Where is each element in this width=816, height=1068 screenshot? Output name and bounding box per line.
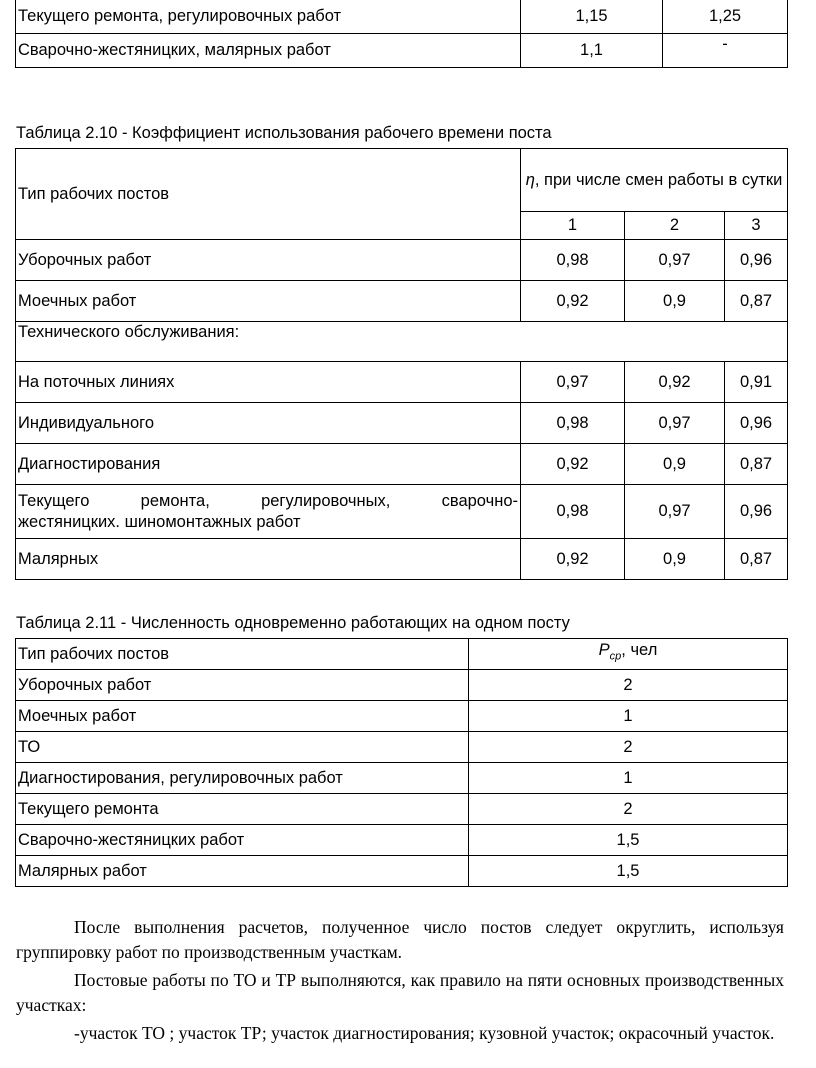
row-name: Уборочных работ (16, 240, 521, 281)
table-2-10-caption: Таблица 2.10 - Коэффициент использования рабочего времени поста (16, 124, 552, 142)
row-name: Сварочно-жестяницких работ (16, 825, 469, 856)
table-header-row (16, 639, 788, 670)
row-value: 0,96 (725, 240, 788, 281)
row-value: 0,91 (725, 362, 788, 403)
eta-header (521, 149, 788, 212)
row-value: 0,97 (521, 362, 625, 403)
row-name: Текущего ремонта, регулировочных работ (16, 0, 521, 34)
row-value: 1,1 (521, 34, 663, 68)
row-name-line2: жестяницких. шиномонтажных работ (18, 512, 301, 531)
row-value: 0,87 (725, 444, 788, 485)
previous-table (15, 0, 788, 68)
row-name: Диагностирования, регулировочных работ (16, 763, 469, 794)
table-row (16, 670, 788, 701)
row-name (16, 485, 521, 539)
row-value: 0,9 (625, 281, 725, 322)
row-value: 1 (469, 701, 788, 732)
row-value: 1 (469, 763, 788, 794)
row-value: 0,97 (625, 485, 725, 539)
row-value: 2 (469, 670, 788, 701)
row-value: 2 (469, 794, 788, 825)
row-value: 0,98 (521, 485, 625, 539)
row-value: 0,87 (725, 539, 788, 580)
table-row (16, 362, 788, 403)
row-value: 1,5 (469, 856, 788, 887)
row-value: 0,92 (521, 281, 625, 322)
row-name: ТО (16, 732, 469, 763)
row-value: 1,5 (469, 825, 788, 856)
row-value: 1,25 (663, 0, 788, 34)
p-symbol: P (598, 641, 610, 660)
table-row (16, 444, 788, 485)
table-row (16, 763, 788, 794)
shift-3: 3 (725, 212, 788, 240)
row-value: 0,87 (725, 281, 788, 322)
row-name: Индивидуального (16, 403, 521, 444)
table-row (16, 34, 788, 68)
row-value: 1,15 (521, 0, 663, 34)
table-row (16, 240, 788, 281)
table-row (16, 281, 788, 322)
paragraph: После выполнения расчетов, полученное число постов следует округлить, используя группировку работ по производственным участкам. (16, 917, 784, 962)
p-unit: , чел (621, 641, 658, 660)
row-value: 0,9 (625, 444, 725, 485)
row-value: 0,96 (725, 403, 788, 444)
body-text (16, 915, 784, 1046)
type-header: Тип рабочих постов (16, 149, 521, 240)
row-value: 0,96 (725, 485, 788, 539)
paragraph: -участок ТО ; участок ТР; участок диагностирования; кузовной участок; окрасочный участок. (74, 1023, 775, 1043)
shift-2: 2 (625, 212, 725, 240)
table-header-row (16, 149, 788, 212)
row-name-line1: Текущего ремонта, регулировочных, сварочно- (18, 491, 518, 510)
table-row (16, 539, 788, 580)
row-value: 0,97 (625, 403, 725, 444)
row-name: Моечных работ (16, 701, 469, 732)
row-name: Диагностирования (16, 444, 521, 485)
table-2-11 (15, 638, 788, 887)
section-label: Технического обслуживания: (16, 322, 788, 362)
row-name: Малярных работ (16, 856, 469, 887)
row-value: 0,9 (625, 539, 725, 580)
row-value: 0,98 (521, 403, 625, 444)
row-name: Сварочно-жестяницких, малярных работ (16, 34, 521, 68)
row-value: 0,92 (625, 362, 725, 403)
p-subscript: ср (609, 650, 622, 663)
row-name: На поточных линиях (16, 362, 521, 403)
row-value: 0,92 (521, 539, 625, 580)
row-value: 0,97 (625, 240, 725, 281)
row-value: - (663, 34, 788, 68)
p-header (469, 639, 788, 670)
row-name: Моечных работ (16, 281, 521, 322)
table-row (16, 856, 788, 887)
table-2-11-caption: Таблица 2.11 - Численность одновременно работающих на одном посту (16, 614, 570, 632)
table-row (16, 794, 788, 825)
table-row (16, 0, 788, 34)
shift-1: 1 (521, 212, 625, 240)
row-name: Малярных (16, 539, 521, 580)
type-header: Тип рабочих постов (16, 639, 469, 670)
table-row (16, 485, 788, 539)
section-row (16, 322, 788, 362)
row-name: Уборочных работ (16, 670, 469, 701)
table-row (16, 732, 788, 763)
row-name: Текущего ремонта (16, 794, 469, 825)
row-value: 0,92 (521, 444, 625, 485)
table-2-10 (15, 148, 788, 580)
eta-symbol: η (525, 170, 535, 189)
eta-header-text: , при числе смен работы в сутки (534, 170, 783, 189)
table-row (16, 701, 788, 732)
row-value: 2 (469, 732, 788, 763)
paragraph: Постовые работы по ТО и ТР выполняются, как правило на пяти основных производственных участках: (16, 970, 784, 1015)
table-row (16, 825, 788, 856)
row-value: 0,98 (521, 240, 625, 281)
table-row (16, 403, 788, 444)
